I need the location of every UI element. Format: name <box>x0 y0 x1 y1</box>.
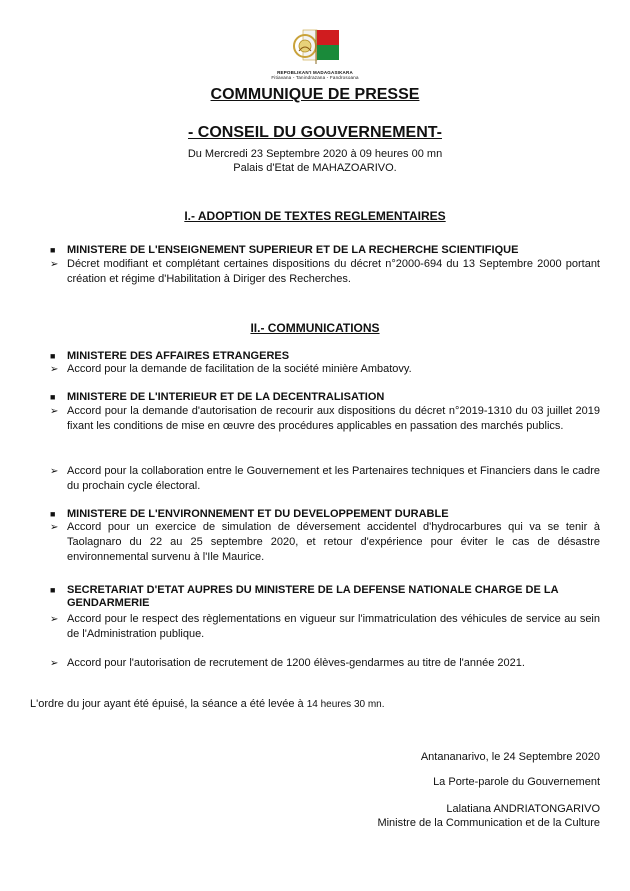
arrow-bullet-icon: ➢ <box>50 614 59 625</box>
arrow-bullet-icon: ➢ <box>50 259 59 270</box>
section-1-title: I.- ADOPTION DE TEXTES REGLEMENTAIRES <box>184 209 446 223</box>
bullet-icon: ■ <box>50 245 56 255</box>
signature-name: Lalatiana ANDRIATONGARIVO <box>446 803 600 815</box>
arrow-bullet-icon: ➢ <box>50 406 59 417</box>
madagascar-emblem-logo <box>283 24 347 70</box>
arrow-bullet-icon: ➢ <box>50 466 59 477</box>
bullet-icon: ■ <box>50 509 56 519</box>
bullet-icon: ■ <box>50 392 56 402</box>
section-2-title: II.- COMMUNICATIONS <box>250 321 380 335</box>
arrow-bullet-icon: ➢ <box>50 364 59 375</box>
logo-caption-motto: Fitiavana - Tanindrazana - Fandrosoana <box>271 75 359 80</box>
press-release-page: REPOBLIKAN'I MADAGASIKARA Fitiavana - Tanindrazana - Fandrosoana COMMUNIQUE DE PRESSE - CONSEIL DU GOUVERNEMENT- Du Mercredi 23 Septembre 2020 à 09 heures 00 mn Palais d'Etat de MAHAZOARIVO. I.- ADOPTION DE TEXTES REGLEMENTAIRES ■ MINISTERE DE L'ENSEIGNEMENT SUPERIEUR ET DE LA RECHERCHE SCIENTIFIQUE ➢ Décret modifiant et complétant certaines dispositions du décret n°2000-694 du 13 Septembre 2000 portant création et régime d'Habilitation à Diriger des Recherches. II.- COMMUNICATIONS ■ MINISTERE DES AFFAIRES ETRANGERES ➢ Accord pour la demande de facilitation de la société minière Ambatovy. ■ MINISTERE DE L'INTERIEUR ET DE LA DECENTRALISATION ➢ Accord pour la demande d'autorisation de recourir aux dispositions du décret n°2019-1310 du 03 juillet 2019 fixant les conditions de mise en œuvre des procédures applicables en passation des marchés publics. ➢ Accord pour la collaboration entre le Gouvernement et les Partenaires techniques et Financiers dans le cadre du prochain cycle électoral. ■ MINISTERE DE L'ENVIRONNEMENT ET DU DEVELOPPEMENT DURABLE ➢ Accord pour un exercice de simulation de déversement accidentel d'hydrocarbures qui va se tenir à Taolagnaro du 22 au 25 septembre 2020, et retour d'expérience pour éviter le cas de désastre environnemental survenu à l'Ile Maurice. ■ SECRETARIAT D'ETAT AUPRES DU MINISTERE DE LA DEFENSE NATIONALE CHARGE DE LA GENDARMERIE ➢ Accord pour le respect des règlementations en vigueur sur l'immatriculation des véhicules de service au sein de l'Administration publique. ➢ Accord pour l'autorisation de recrutement de 1200 élèves-gendarmes au titre de l'année 2021. L'ordre du jour ayant été épuisé, la séance a été levée à 14 heures 30 mn. Antananarivo, le 24 Septembre 2020 La Porte-parole du Gouvernement Lalatiana ANDRIATONGARIVO Ministre de la Communication et de la Culture <box>0 0 630 891</box>
bullet-icon: ■ <box>50 351 56 361</box>
logo-caption-title: REPOBLIKAN'I MADAGASIKARA <box>277 70 353 75</box>
closing-time: 14 heures 30 mn. <box>306 699 385 710</box>
document-title: COMMUNIQUE DE PRESSE <box>210 86 420 103</box>
document-subtitle: - CONSEIL DU GOUVERNEMENT- <box>188 124 442 141</box>
bullet-icon: ■ <box>50 585 56 595</box>
meeting-date: Du Mercredi 23 Septembre 2020 à 09 heures 00 mn <box>187 148 443 160</box>
signature-role: La Porte-parole du Gouvernement <box>433 776 600 788</box>
meeting-place: Palais d'Etat de MAHAZOARIVO. <box>233 162 397 174</box>
arrow-bullet-icon: ➢ <box>50 522 59 533</box>
logo-caption <box>255 70 375 80</box>
signature-title: Ministre de la Communication et de la Culture <box>377 817 600 829</box>
closing-statement: L'ordre du jour ayant été épuisé, la séance a été levée à 14 heures 30 mn. <box>30 698 385 710</box>
arrow-bullet-icon: ➢ <box>50 658 59 669</box>
signature-place-date: Antananarivo, le 24 Septembre 2020 <box>420 751 600 763</box>
